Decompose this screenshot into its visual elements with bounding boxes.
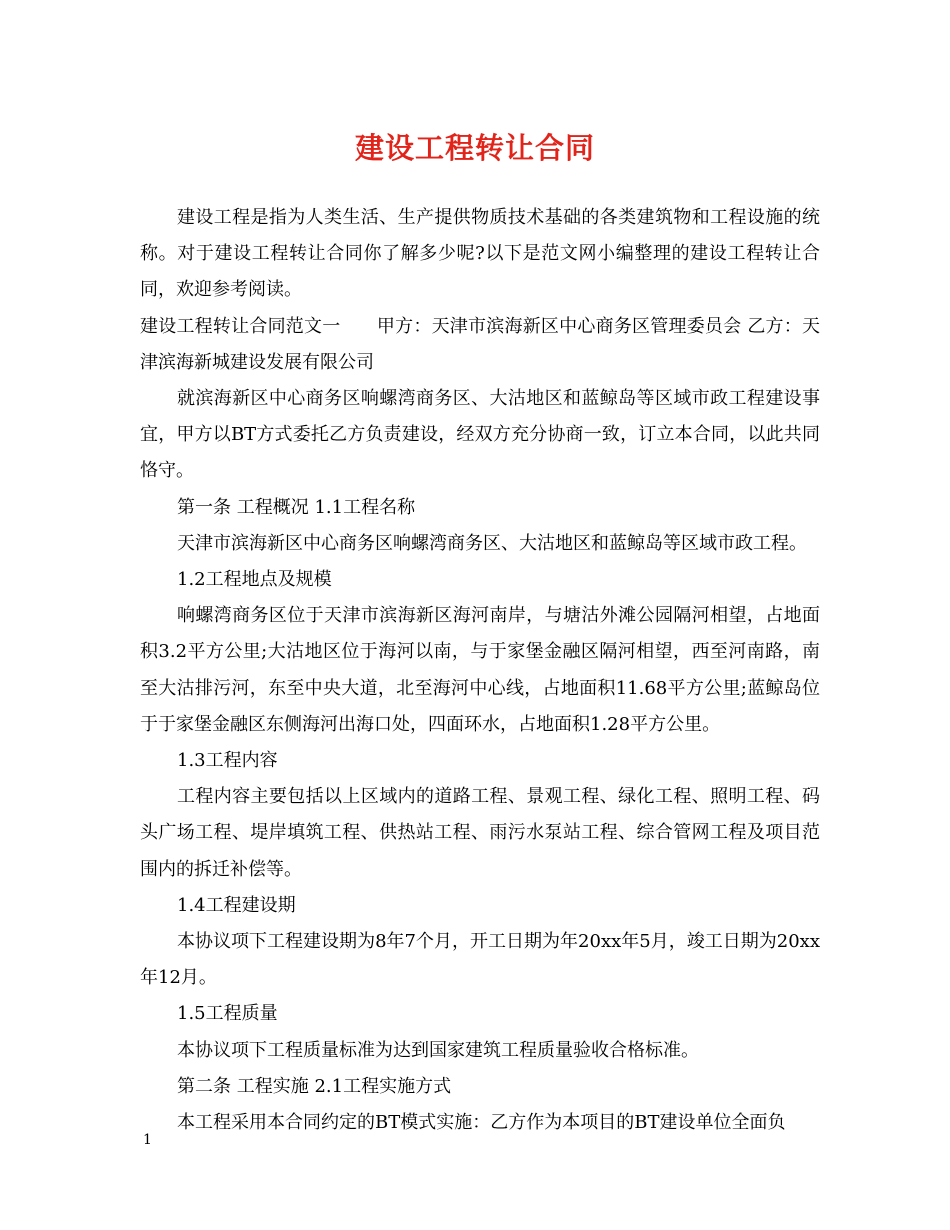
paragraph-parties: 建设工程转让合同范文一 甲方：天津市滨海新区中心商务区管理委员会 乙方：天津滨海新城建设发展有限公司 — [140, 315, 820, 373]
heading-article-1: 第一条 工程概况 1.1工程名称 — [177, 496, 416, 518]
paragraph-intro: 建设工程是指为人类生活、生产提供物质技术基础的各类建筑物和工程设施的统称。对于建设工程转让合同你了解多少呢?以下是范文网小编整理的建设工程转让合同，欢迎参考阅读。 — [140, 207, 820, 301]
heading-article-2: 第二条 工程实施 2.1工程实施方式 — [177, 1075, 452, 1097]
heading-1-4: 1.4工程建设期 — [177, 894, 296, 916]
paragraph-quality: 本协议项下工程质量标准为达到国家建筑工程质量验收合格标准。 — [177, 1039, 699, 1061]
paragraph-preamble: 就滨海新区中心商务区响螺湾商务区、大沽地区和蓝鲸岛等区域市政工程建设事宜，甲方以BT方式委托乙方负责建设，经双方充分协商一致，订立本合同，以此共同恪守。 — [140, 388, 820, 482]
heading-1-5: 1.5工程质量 — [177, 1003, 278, 1025]
paragraph-location-scale: 响螺湾商务区位于天津市滨海新区海河南岸，与塘沽外滩公园隔河相望，占地面积3.2平方公里;大沽地区位于海河以南，与于家堡金融区隔河相望，西至河南路，南至大沽排污河，东至中央大道，北至海河中心线，占地面积11.68平方公里;蓝鲸岛位于于家堡金融区东侧海河出海口处，四面环水，占地面积1.28平方公里。 — [140, 605, 820, 735]
document-body — [140, 200, 820, 1141]
heading-1-2: 1.2工程地点及规模 — [177, 569, 332, 591]
paragraph-project-name: 天津市滨海新区中心商务区响螺湾商务区、大沽地区和蓝鲸岛等区域市政工程。 — [177, 532, 807, 554]
paragraph-period: 本协议项下工程建设期为8年7个月，开工日期为年20xx年5月，竣工日期为20xx年12月。 — [140, 931, 820, 989]
document-title: 建设工程转让合同 — [354, 131, 595, 165]
page-number: 1 — [143, 1132, 152, 1148]
paragraph-content: 工程内容主要包括以上区域内的道路工程、景观工程、绿化工程、照明工程、码头广场工程、堤岸填筑工程、供热站工程、雨污水泵站工程、综合管网工程及项目范围内的拆迁补偿等。 — [140, 786, 820, 880]
paragraph-implementation: 本工程采用本合同约定的BT模式实施：乙方作为本项目的BT建设单位全面负 — [177, 1112, 786, 1134]
heading-1-3: 1.3工程内容 — [177, 750, 278, 772]
